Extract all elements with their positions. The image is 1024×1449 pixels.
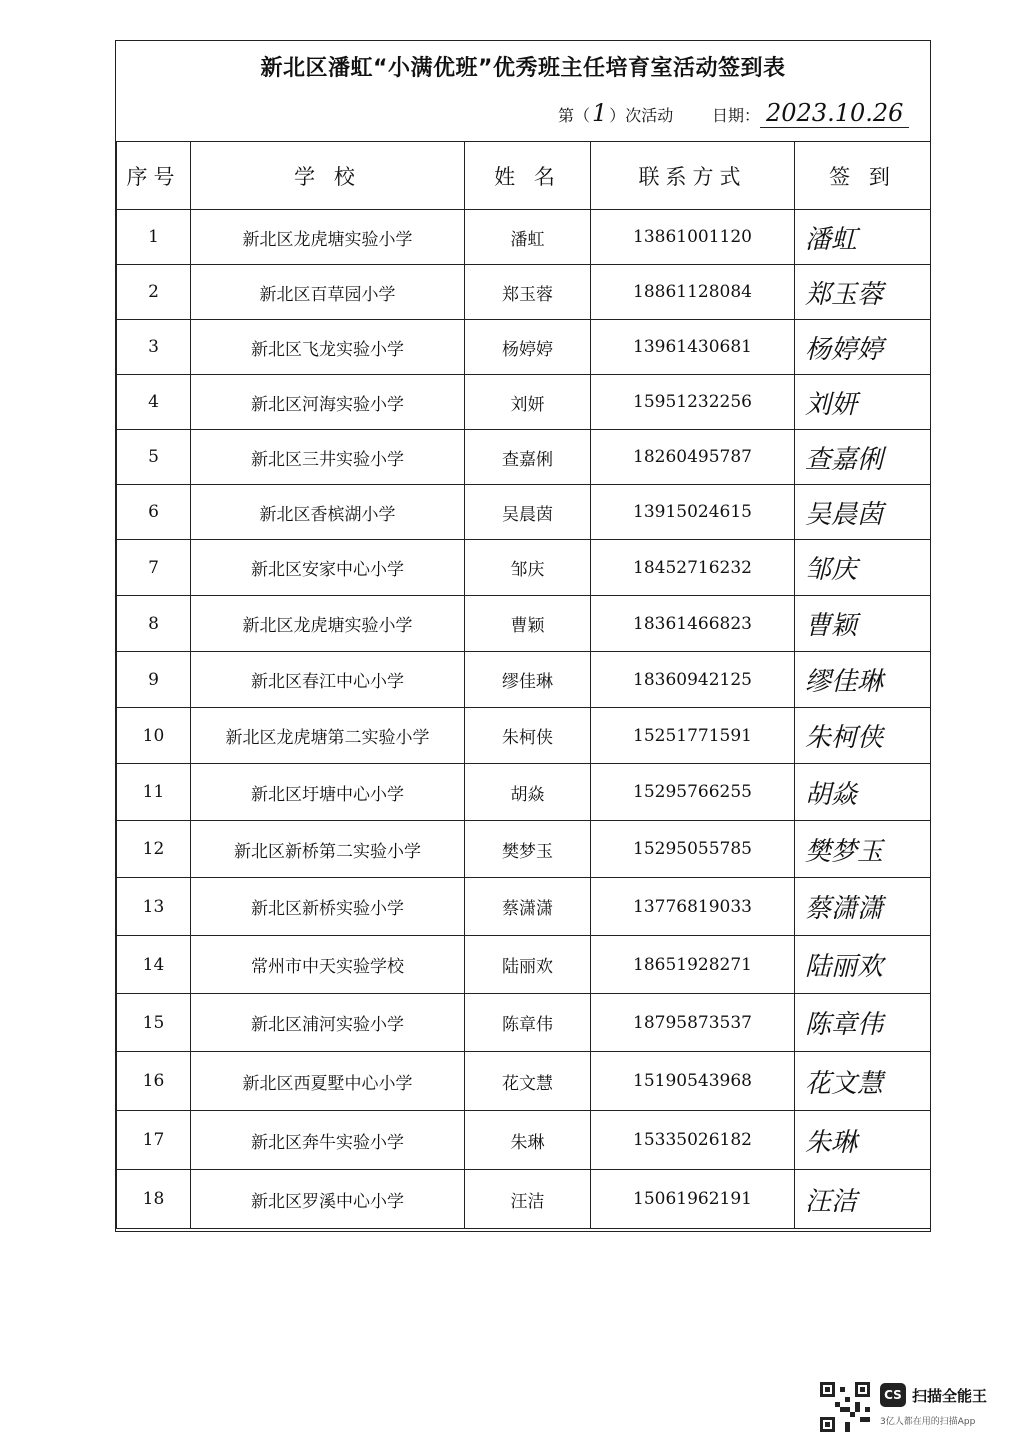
table-row (117, 210, 931, 265)
phone-cell: 15335026182 (591, 1111, 795, 1170)
name-cell: 朱柯侠 (465, 708, 591, 764)
name-cell: 郑玉蓉 (465, 265, 591, 320)
phone-cell: 15295055785 (591, 821, 795, 878)
session-prefix: 第（ (558, 106, 591, 125)
table-row (117, 540, 931, 596)
name-cell: 邹庆 (465, 540, 591, 596)
phone-cell: 18260495787 (591, 430, 795, 485)
school-cell: 常州市中天实验学校 (191, 936, 465, 994)
table-row (117, 320, 931, 375)
table-header-row (117, 142, 931, 210)
signature-cell: 查嘉俐 (795, 430, 931, 485)
phone-cell: 18452716232 (591, 540, 795, 596)
row-number: 9 (117, 652, 191, 708)
school-cell: 新北区春江中心小学 (191, 652, 465, 708)
school-cell: 新北区西夏墅中心小学 (191, 1052, 465, 1111)
signature-cell: 陈章伟 (795, 994, 931, 1052)
phone-cell: 13776819033 (591, 878, 795, 936)
phone-cell: 13961430681 (591, 320, 795, 375)
scanner-brand: 扫描全能王 (912, 1387, 988, 1405)
signature-cell: 缪佳琳 (795, 652, 931, 708)
row-number: 11 (117, 764, 191, 821)
school-cell: 新北区新桥实验小学 (191, 878, 465, 936)
table-row (117, 878, 931, 936)
school-cell: 新北区香槟湖小学 (191, 485, 465, 540)
date-value: 2023.10.26 (760, 99, 909, 128)
name-cell: 刘妍 (465, 375, 591, 430)
table-row (117, 1052, 931, 1111)
name-cell: 汪洁 (465, 1170, 591, 1229)
name-cell: 杨婷婷 (465, 320, 591, 375)
table-row (117, 764, 931, 821)
table-row (117, 596, 931, 652)
phone-cell: 18360942125 (591, 652, 795, 708)
table-row (117, 430, 931, 485)
phone-cell: 18651928271 (591, 936, 795, 994)
row-number: 13 (117, 878, 191, 936)
school-cell: 新北区龙虎塘实验小学 (191, 210, 465, 265)
date-label: 日期： (712, 106, 761, 125)
name-cell: 蔡潇潇 (465, 878, 591, 936)
header-school: 学 校 (191, 142, 465, 210)
name-cell: 潘虹 (465, 210, 591, 265)
row-number: 6 (117, 485, 191, 540)
signature-cell: 胡焱 (795, 764, 931, 821)
sign-in-sheet (115, 40, 931, 1232)
signature-cell: 杨婷婷 (795, 320, 931, 375)
signature-cell: 刘妍 (795, 375, 931, 430)
signature-cell: 樊梦玉 (795, 821, 931, 878)
signature-cell: 陆丽欢 (795, 936, 931, 994)
phone-cell: 18861128084 (591, 265, 795, 320)
school-cell: 新北区奔牛实验小学 (191, 1111, 465, 1170)
phone-cell: 15951232256 (591, 375, 795, 430)
table-row (117, 265, 931, 320)
row-number: 5 (117, 430, 191, 485)
table-row (117, 821, 931, 878)
row-number: 17 (117, 1111, 191, 1170)
header-signature: 签 到 (795, 142, 931, 210)
name-cell: 缪佳琳 (465, 652, 591, 708)
row-number: 16 (117, 1052, 191, 1111)
scanner-tagline: 3亿人都在用的扫描App (880, 1417, 976, 1427)
row-number: 14 (117, 936, 191, 994)
table-row (117, 1111, 931, 1170)
school-cell: 新北区安家中心小学 (191, 540, 465, 596)
scanner-logo-icon: CS (880, 1383, 906, 1407)
phone-cell: 15251771591 (591, 708, 795, 764)
signature-cell: 邹庆 (795, 540, 931, 596)
attendance-table (116, 141, 931, 1229)
name-cell: 陈章伟 (465, 994, 591, 1052)
signature-cell: 汪洁 (795, 1170, 931, 1229)
school-cell: 新北区龙虎塘第二实验小学 (191, 708, 465, 764)
name-cell: 陆丽欢 (465, 936, 591, 994)
school-cell: 新北区圩塘中心小学 (191, 764, 465, 821)
name-cell: 查嘉俐 (465, 430, 591, 485)
table-row (117, 936, 931, 994)
table-row (117, 485, 931, 540)
row-number: 1 (117, 210, 191, 265)
row-number: 2 (117, 265, 191, 320)
table-row (117, 994, 931, 1052)
signature-cell: 吴晨茵 (795, 485, 931, 540)
date-line (712, 99, 909, 127)
table-row (117, 652, 931, 708)
signature-cell: 蔡潇潇 (795, 878, 931, 936)
name-cell: 花文慧 (465, 1052, 591, 1111)
header-contact: 联系方式 (591, 142, 795, 210)
school-cell: 新北区飞龙实验小学 (191, 320, 465, 375)
signature-cell: 朱柯侠 (795, 708, 931, 764)
signature-cell: 郑玉蓉 (795, 265, 931, 320)
signature-cell: 朱琳 (795, 1111, 931, 1170)
school-cell: 新北区浦河实验小学 (191, 994, 465, 1052)
header-number: 序号 (117, 142, 191, 210)
phone-cell: 13915024615 (591, 485, 795, 540)
signature-cell: 潘虹 (795, 210, 931, 265)
name-cell: 曹颖 (465, 596, 591, 652)
header-name: 姓 名 (465, 142, 591, 210)
school-cell: 新北区罗溪中心小学 (191, 1170, 465, 1229)
table-row (117, 708, 931, 764)
signature-cell: 曹颖 (795, 596, 931, 652)
name-cell: 樊梦玉 (465, 821, 591, 878)
school-cell: 新北区三井实验小学 (191, 430, 465, 485)
school-cell: 新北区河海实验小学 (191, 375, 465, 430)
row-number: 4 (117, 375, 191, 430)
row-number: 7 (117, 540, 191, 596)
name-cell: 朱琳 (465, 1111, 591, 1170)
row-number: 12 (117, 821, 191, 878)
phone-cell: 15295766255 (591, 764, 795, 821)
phone-cell: 13861001120 (591, 210, 795, 265)
row-number: 3 (117, 320, 191, 375)
row-number: 10 (117, 708, 191, 764)
name-cell: 吴晨茵 (465, 485, 591, 540)
session-line (558, 99, 673, 127)
session-number: 1 (592, 99, 608, 127)
school-cell: 新北区新桥第二实验小学 (191, 821, 465, 878)
signature-cell: 花文慧 (795, 1052, 931, 1111)
school-cell: 新北区龙虎塘实验小学 (191, 596, 465, 652)
row-number: 15 (117, 994, 191, 1052)
row-number: 8 (117, 596, 191, 652)
table-row (117, 375, 931, 430)
document-title: 新北区潘虹“小满优班”优秀班主任培育室活动签到表 (260, 56, 786, 81)
phone-cell: 15061962191 (591, 1170, 795, 1229)
name-cell: 胡焱 (465, 764, 591, 821)
session-suffix: ）次活动 (609, 106, 674, 125)
phone-cell: 18361466823 (591, 596, 795, 652)
school-cell: 新北区百草园小学 (191, 265, 465, 320)
row-number: 18 (117, 1170, 191, 1229)
phone-cell: 18795873537 (591, 994, 795, 1052)
phone-cell: 15190543968 (591, 1052, 795, 1111)
table-row (117, 1170, 931, 1229)
qr-code-icon (820, 1382, 870, 1432)
